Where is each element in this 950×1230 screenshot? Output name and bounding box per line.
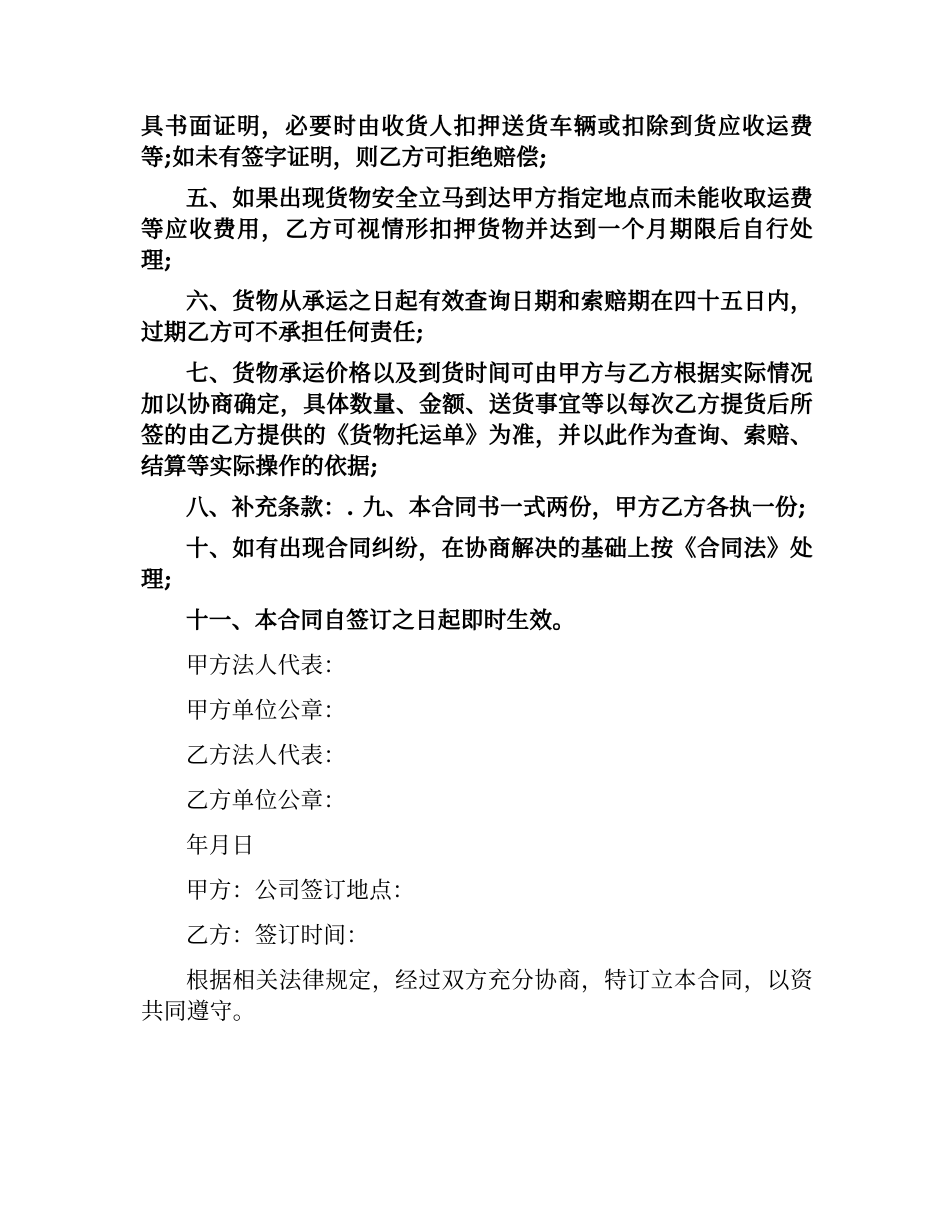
clause-8-9: 八、补充条款：. 九、本合同书一式两份，甲方乙方各执一份; bbox=[186, 495, 807, 521]
clause-11: 十一、本合同自签订之日起即时生效。 bbox=[186, 608, 576, 634]
party-a-seal: 甲方单位公章： bbox=[186, 698, 347, 724]
closing-paragraph: 根据相关法律规定，经过双方充分协商，特订立本合同，以资共同遵守。 bbox=[141, 968, 813, 1025]
party-a-company-location: 甲方：公司签订地点： bbox=[186, 878, 416, 904]
document-body bbox=[141, 112, 813, 1038]
clause-6: 六、货物从承运之日起有效查询日期和索赔期在四十五日内，过期乙方可不承担任何责任; bbox=[141, 289, 813, 346]
clause-7: 七、货物承运价格以及到货时间可由甲方与乙方根据实际情况加以协商确定，具体数量、金额、送货事宜等以每次乙方提货后所签的由乙方提供的《货物托运单》为准，并以此作为查询、索赔、结算等实际操作的依据; bbox=[141, 361, 813, 480]
party-b-legal-rep: 乙方法人代表： bbox=[186, 743, 347, 769]
party-a-legal-rep: 甲方法人代表： bbox=[186, 653, 347, 679]
date-line: 年月日 bbox=[186, 833, 255, 859]
clause-5: 五、如果出现货物安全立马到达甲方指定地点而未能收取运费等应收费用，乙方可视情形扣押货物并达到一个月期限后自行处理; bbox=[141, 186, 813, 274]
clause-continuation: 具书面证明，必要时由收货人扣押送货车辆或扣除到货应收运费等;如未有签字证明，则乙方可拒绝赔偿; bbox=[141, 114, 813, 171]
clause-10: 十、如有出现合同纠纷，在协商解决的基础上按《合同法》处理; bbox=[141, 536, 813, 593]
party-b-signing-time: 乙方：签订时间： bbox=[186, 923, 370, 949]
party-b-seal: 乙方单位公章： bbox=[186, 788, 347, 814]
